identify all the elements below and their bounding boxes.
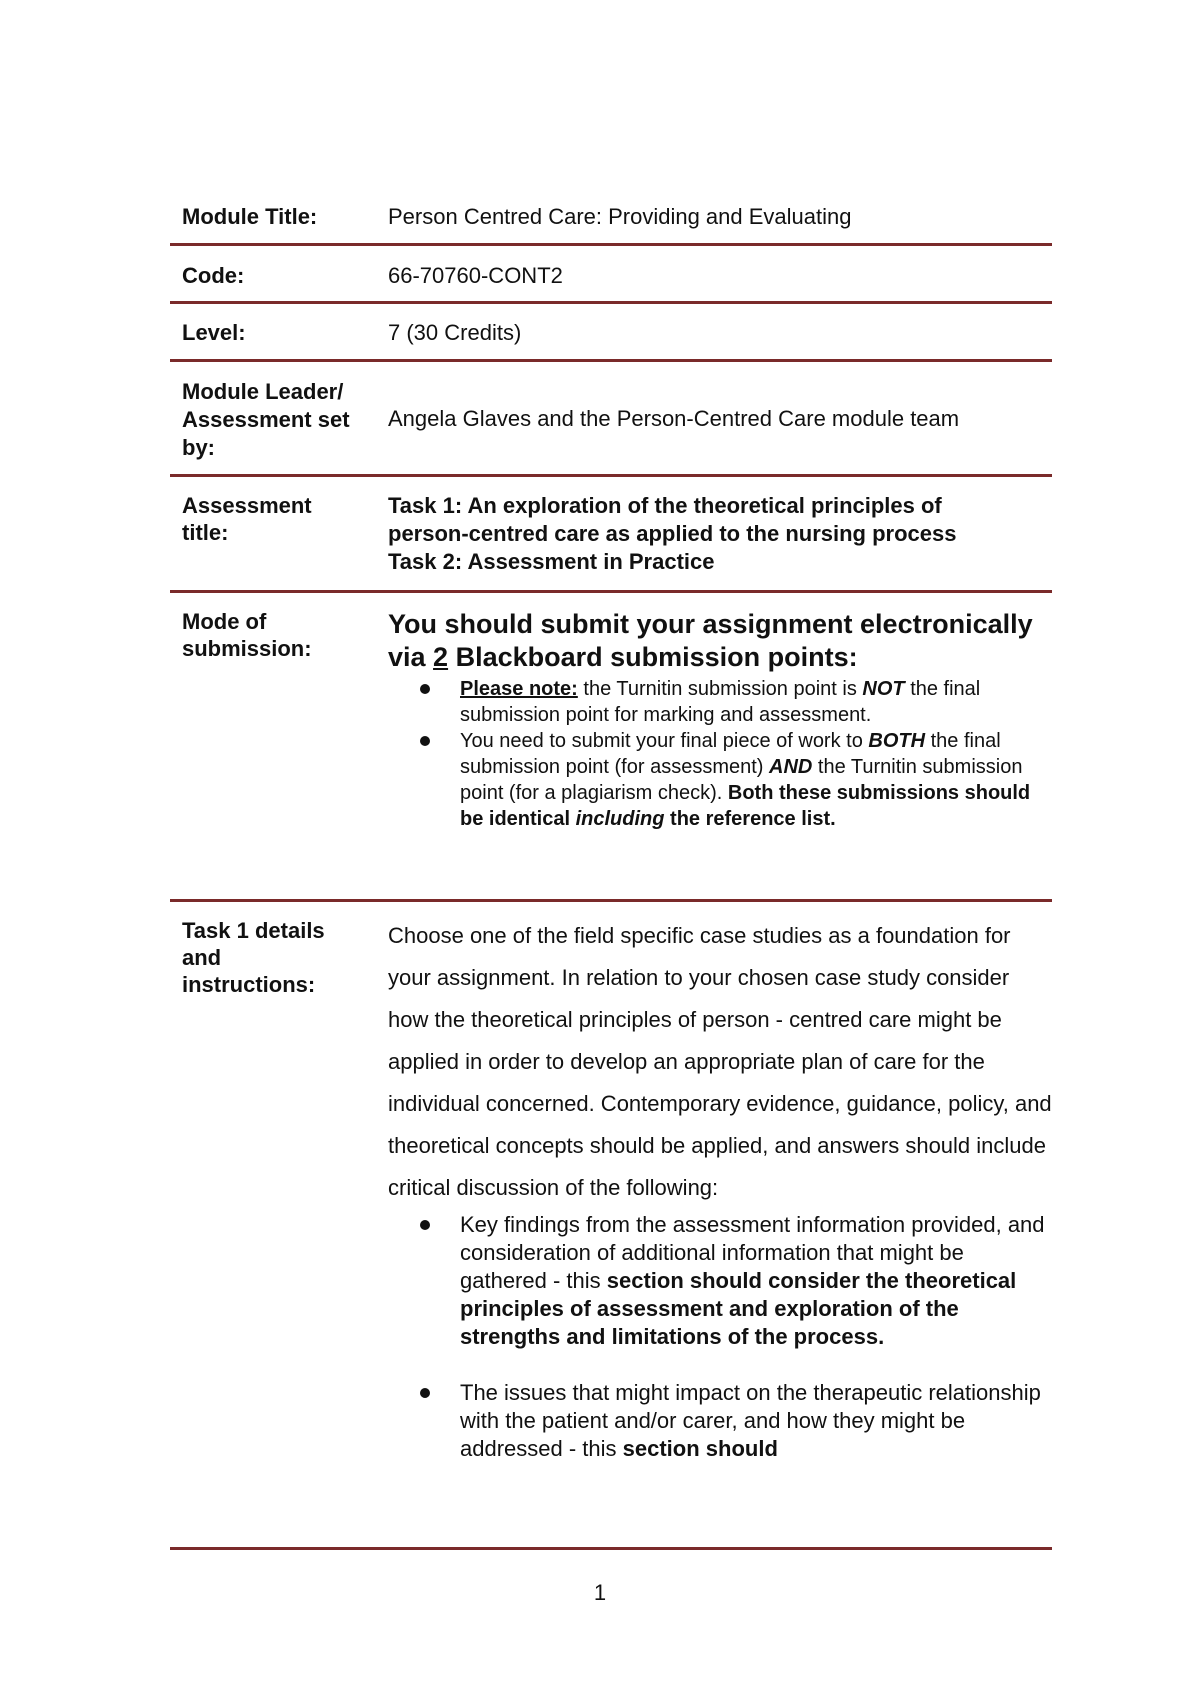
note1-not: NOT bbox=[862, 678, 905, 700]
criterion2-bold: section should bbox=[622, 1436, 778, 1461]
task1-label-line2: and bbox=[182, 945, 222, 970]
task1-label-line1: Task 1 details bbox=[182, 918, 325, 943]
row-code bbox=[170, 246, 1052, 304]
note2-bold-a: Both these submissions should be identical bbox=[460, 782, 1031, 830]
note2-both: BOTH bbox=[868, 730, 926, 752]
note2-text-b: the final submission point (for assessment) bbox=[460, 730, 1001, 778]
list-item bbox=[460, 676, 1052, 728]
mode-of-submission-label bbox=[170, 593, 388, 899]
note2-text-a: You need to submit your final piece of work to bbox=[460, 730, 869, 752]
submission-notes-list bbox=[388, 676, 1052, 832]
please-note-lead: Please note: bbox=[460, 678, 578, 700]
bullet-icon bbox=[420, 736, 430, 746]
module-leader-label bbox=[170, 362, 388, 474]
criterion1-text: Key findings from the assessment information provided, and consideration of additional information that might be gathered - this bbox=[460, 1212, 1045, 1293]
task1-label-line3: instructions: bbox=[182, 972, 316, 997]
bullet-icon bbox=[420, 1220, 430, 1230]
module-title-value: Person Centred Care: Providing and Evaluating bbox=[388, 204, 852, 229]
row-task1-details bbox=[170, 902, 1052, 1550]
module-title-label: Module Title: bbox=[182, 204, 318, 229]
note1-text-a: the Turnitin submission point is bbox=[577, 678, 863, 700]
assessment-title-label-line2: title: bbox=[182, 520, 229, 545]
task1-paragraph: Choose one of the field specific case studies as a foundation for your assignment. In relation to your chosen case study consider how the theoretical principles of person - centred care might be applied in order to develop an appropriate plan of care for the individual concerned. Contemporary evidence, guidance, policy, and theoretical concepts should be applied, and answers should include critical discussion of the following: bbox=[388, 923, 1052, 1200]
submission-heading-text-a: You should submit your assignment electronically via bbox=[388, 609, 1033, 672]
list-item bbox=[460, 1211, 1052, 1351]
assessment-brief-table bbox=[170, 200, 1052, 1550]
mode-label-line1: Mode of bbox=[182, 609, 267, 634]
code-label: Code: bbox=[182, 263, 245, 288]
assessment-title-line3: Task 2: Assessment in Practice bbox=[388, 549, 715, 574]
module-leader-label-line1: Module Leader/ bbox=[182, 379, 344, 404]
list-item bbox=[460, 1379, 1052, 1463]
submission-heading bbox=[388, 608, 1052, 674]
page-number: 1 bbox=[593, 1580, 607, 1605]
assessment-title-line1: Task 1: An exploration of the theoretical principles of bbox=[388, 493, 942, 518]
bullet-icon bbox=[420, 1388, 430, 1398]
module-leader-value: Angela Glaves and the Person-Centred Care module team bbox=[388, 406, 960, 431]
bullet-icon bbox=[420, 684, 430, 694]
module-leader-label-line2: Assessment set bbox=[182, 407, 350, 432]
note2-text-c: the Turnitin submission point (for a plagiarism check). bbox=[460, 756, 1023, 804]
submission-count: 2 bbox=[433, 642, 449, 672]
note2-and: AND bbox=[769, 756, 813, 778]
row-module-title bbox=[170, 200, 1052, 246]
mode-label-line2: submission: bbox=[182, 636, 312, 661]
row-mode-of-submission bbox=[170, 593, 1052, 902]
code-value: 66-70760-CONT2 bbox=[388, 263, 563, 288]
note2-including: including bbox=[575, 808, 665, 830]
assessment-title-label bbox=[170, 477, 388, 590]
task1-criteria-list bbox=[388, 1211, 1052, 1463]
task1-value bbox=[388, 902, 1052, 1547]
criterion1-bold: section should consider the theoretical principles of assessment and exploration of the strengths and limitations of the process. bbox=[460, 1268, 1017, 1349]
level-label: Level: bbox=[182, 320, 246, 345]
submission-heading-text-b: Blackboard submission points: bbox=[448, 642, 858, 672]
assessment-title-line2: person-centred care as applied to the nursing process bbox=[388, 521, 957, 546]
row-assessment-title bbox=[170, 477, 1052, 593]
list-item bbox=[460, 728, 1052, 832]
assessment-title-value bbox=[388, 477, 1052, 590]
module-leader-label-line3: by: bbox=[182, 435, 215, 460]
row-level bbox=[170, 304, 1052, 362]
level-value: 7 (30 Credits) bbox=[388, 320, 522, 345]
task1-label bbox=[170, 902, 388, 1547]
assessment-title-label-line1: Assessment bbox=[182, 493, 312, 518]
note1-text-b: the final submission point for marking and assessment. bbox=[460, 678, 981, 726]
mode-of-submission-value bbox=[388, 593, 1052, 899]
row-module-leader bbox=[170, 362, 1052, 477]
criterion2-text: The issues that might impact on the therapeutic relationship with the patient and/or carer, and how they might be addressed - this bbox=[460, 1380, 1041, 1461]
note2-bold-b: the reference list. bbox=[664, 808, 836, 830]
